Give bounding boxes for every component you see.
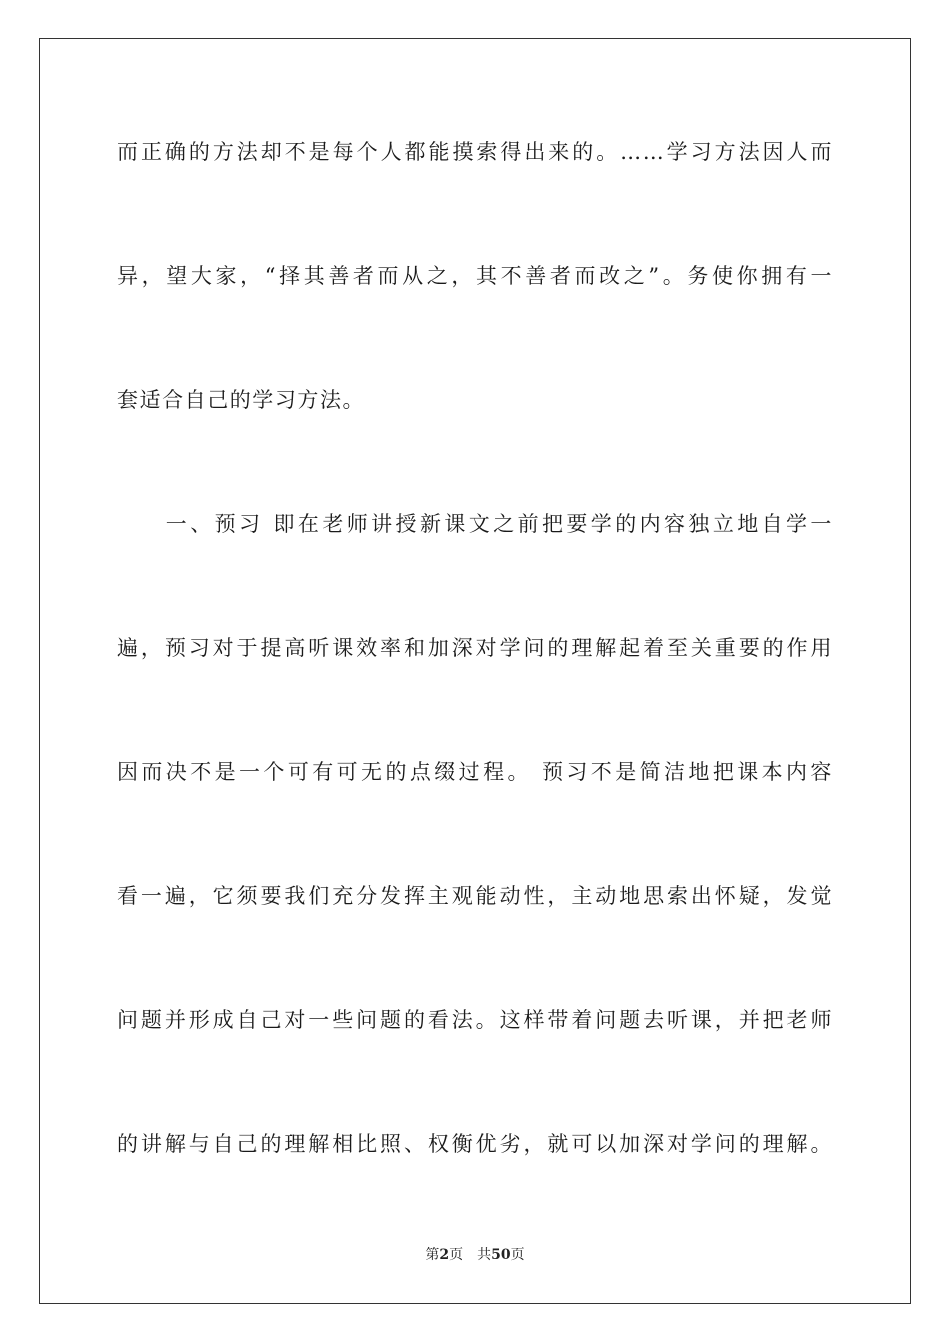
text-line-7: 看一遍，它须要我们充分发挥主观能动性，主动地思索出怀疑，发觉 <box>117 884 833 908</box>
footer-total-suffix: 页 <box>510 1247 525 1263</box>
page-footer <box>0 1245 950 1265</box>
text-line-8: 问题并形成自己对一些问题的看法。这样带着问题去听课，并把老师 <box>117 1008 833 1032</box>
footer-page-number: 2 <box>439 1247 450 1263</box>
footer-page-prefix: 第 <box>425 1247 440 1263</box>
page-border <box>39 38 911 1304</box>
text-line-2: 异，望大家，“择其善者而从之，其不善者而改之”。务使你拥有一 <box>117 264 833 288</box>
text-line-4: 一、预习 即在老师讲授新课文之前把要学的内容独立地自学一 <box>117 512 833 536</box>
text-line-1: 而正确的方法却不是每个人都能摸索得出来的。……学习方法因人而 <box>117 140 833 164</box>
footer-total-prefix: 共 <box>477 1247 492 1263</box>
footer-total-pages: 50 <box>491 1247 511 1263</box>
text-line-5: 遍，预习对于提高听课效率和加深对学问的理解起着至关重要的作用 <box>117 636 833 660</box>
footer-page-suffix: 页 <box>449 1247 464 1263</box>
text-line-9: 的讲解与自己的理解相比照、权衡优劣，就可以加深对学问的理解。 <box>117 1132 833 1156</box>
text-line-6: 因而决不是一个可有可无的点缀过程。 预习不是简洁地把课本内容 <box>117 760 833 784</box>
text-line-3: 套适合自己的学习方法。 <box>117 388 366 412</box>
